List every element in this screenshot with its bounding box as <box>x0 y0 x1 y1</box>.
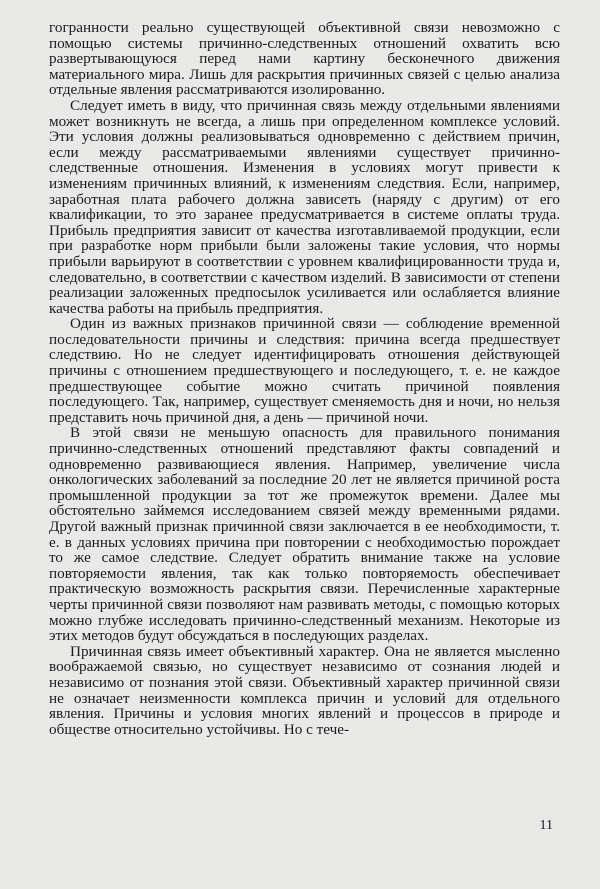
paragraph-objective-character: Причинная связь имеет объективный характер. Она не является мысленно воображаемой связью, но существует независимо от сознания людей и независимо от познания этой связи. Объективный характер причинной связи не означает неизменности комплекса причин и условий для отдельного явления. Причины и условия многих явлений и процессов в природе и обществе относительно устойчивы. Но с тече- <box>49 642 560 738</box>
paragraph-coincidences: В этой связи не меньшую опасность для правильного понимания причинно-следственных отношений представляют факты совпадений и одновременно развивающиеся явления. Например, увеличение числа онкологических заболеваний за последние 20 лет не является причиной роста промышленной продукции за тот же промежуток времени. Далее мы обстоятельно займемся исследованием связей между временными рядами. Другой важный признак причинной связи заключается в ее необходимости, т. е. в данных условиях причина при повторении с необходимостью порождает то же самое следствие. Следует обратить внимание также на условие повторяемости явления, так как только повторяемость обеспечивает практическую возможность раскрытия связи. Перечисленные характерные черты причинной связи позволяют нам развивать методы, с помощью которых можно глубже исследовать причинно-следственный механизм. Некоторые из этих методов будут обсуждаться в последующих разделах. <box>49 424 560 645</box>
paragraph-temporal-sequence: Один из важных признаков причинной связи — соблюдение временной последовательности причины и следствия: причина всегда предшествует следствию. Но не следует идентифицировать отношения действующей причины с отношением предшествующего и последующего, т. е. не каждое предшествующее событие можно считать причиной появления последующего. Так, например, существует сменяемость дня и ночи, но нельзя представить ночь причиной дня, а день — причиной ночи. <box>49 315 560 426</box>
paragraph-causal-conditions: Следует иметь в виду, что причинная связь между отдельными явлениями может возникнуть не всегда, а лишь при определенном комплексе условий. Эти условия должны реализовываться одновременно с действием причин, если между рассматриваемыми явлениями существует причинно-следственные отношения. Изменения в условиях могут привести к изменениям причинных влияний, к изменениям следствия. Если, например, заработная плата рабочего должна зависеть (наряду с другим) от его квалификации, то это заранее предусматривается в системе оплаты труда. Прибыль предприятия зависит от качества изготавливаемой продукции, если при разработке норм прибыли были заложены такие условия, что нормы прибыли варьируют в соответствии с уровнем квалифицированности труда и, следовательно, в соответствии с качеством изделий. В зависимости от степени реализации заложенных предпосылок усиливается или ослабляется влияние качества работы на прибыль предприятия. <box>49 96 560 317</box>
paragraph-continuation: гогранности реально существующей объективной связи невозможно с помощью системы причинно-следственных отношений охватить всю развертывающуюся перед нами картину бесконечного движения материального мира. Лишь для раскрытия причинных связей с целью анализа отдельные явления рассматриваются изолированно. <box>49 19 560 99</box>
body-text <box>49 20 560 737</box>
page-number: 11 <box>539 818 553 833</box>
